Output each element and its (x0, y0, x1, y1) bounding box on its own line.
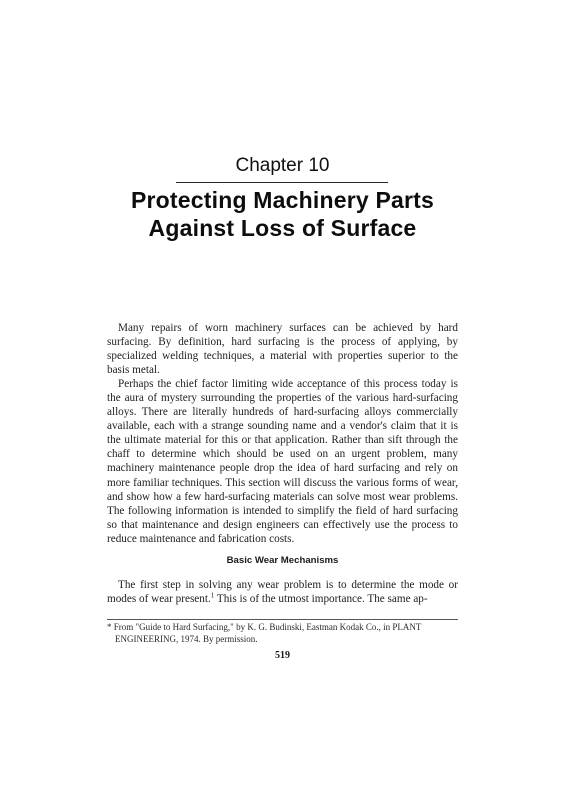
paragraph-text: The first step in solving any wear problem is to determine the mode or modes of wear present. (107, 579, 458, 606)
paragraph (107, 578, 458, 606)
footnote-line-1: * From "Guide to Hard Surfacing," by K. G. Budinski, Eastman Kodak Co., in PLANT (107, 622, 422, 632)
footnote-reference: 1 (210, 591, 215, 600)
section-heading: Basic Wear Mechanisms (226, 555, 339, 566)
paragraph-text-continued: This is of the utmost importance. The same ap- (214, 593, 428, 606)
page-number: 519 (275, 650, 290, 661)
footnote-rule (107, 619, 458, 620)
chapter-title-line-2: Against Loss of Surface (148, 215, 417, 241)
chapter-rule (176, 182, 388, 183)
body-text (107, 321, 458, 546)
section-body-text (107, 578, 458, 606)
footnote (107, 622, 458, 645)
paragraph: Many repairs of worn machinery surfaces can be achieved by hard surfacing. By definition, hard surfacing is the process of applying, by specialized welding techniques, a material with properties superior to the basis metal. (107, 322, 458, 377)
footnote-line-2: ENGINEERING, 1974. By permission. (115, 633, 258, 644)
chapter-label: Chapter 10 (235, 155, 330, 176)
paragraph: Perhaps the chief factor limiting wide acceptance of this process today is the aura of mystery surrounding the properties of the various hard-surfacing alloys. There are literally hundreds of hard-surfacing alloys commercially available, each with a strange sounding name and a vendor's claim that it is the ultimate material for this or that application. Rather than sift through the chaff to determine which should be used on an urgent problem, many machinery maintenance people drop the idea of hard surfacing and rely on more familiar techniques. This section will discuss the various forms of wear, and show how a few hard-surfacing materials can solve most wear problems. The following information is intended to simplify the field of hard surfacing so that maintenance and design engineers can effectively use the process to reduce maintenance and fabrication costs. (107, 378, 458, 545)
chapter-title (0, 186, 565, 242)
chapter-title-line-1: Protecting Machinery Parts (130, 187, 434, 213)
